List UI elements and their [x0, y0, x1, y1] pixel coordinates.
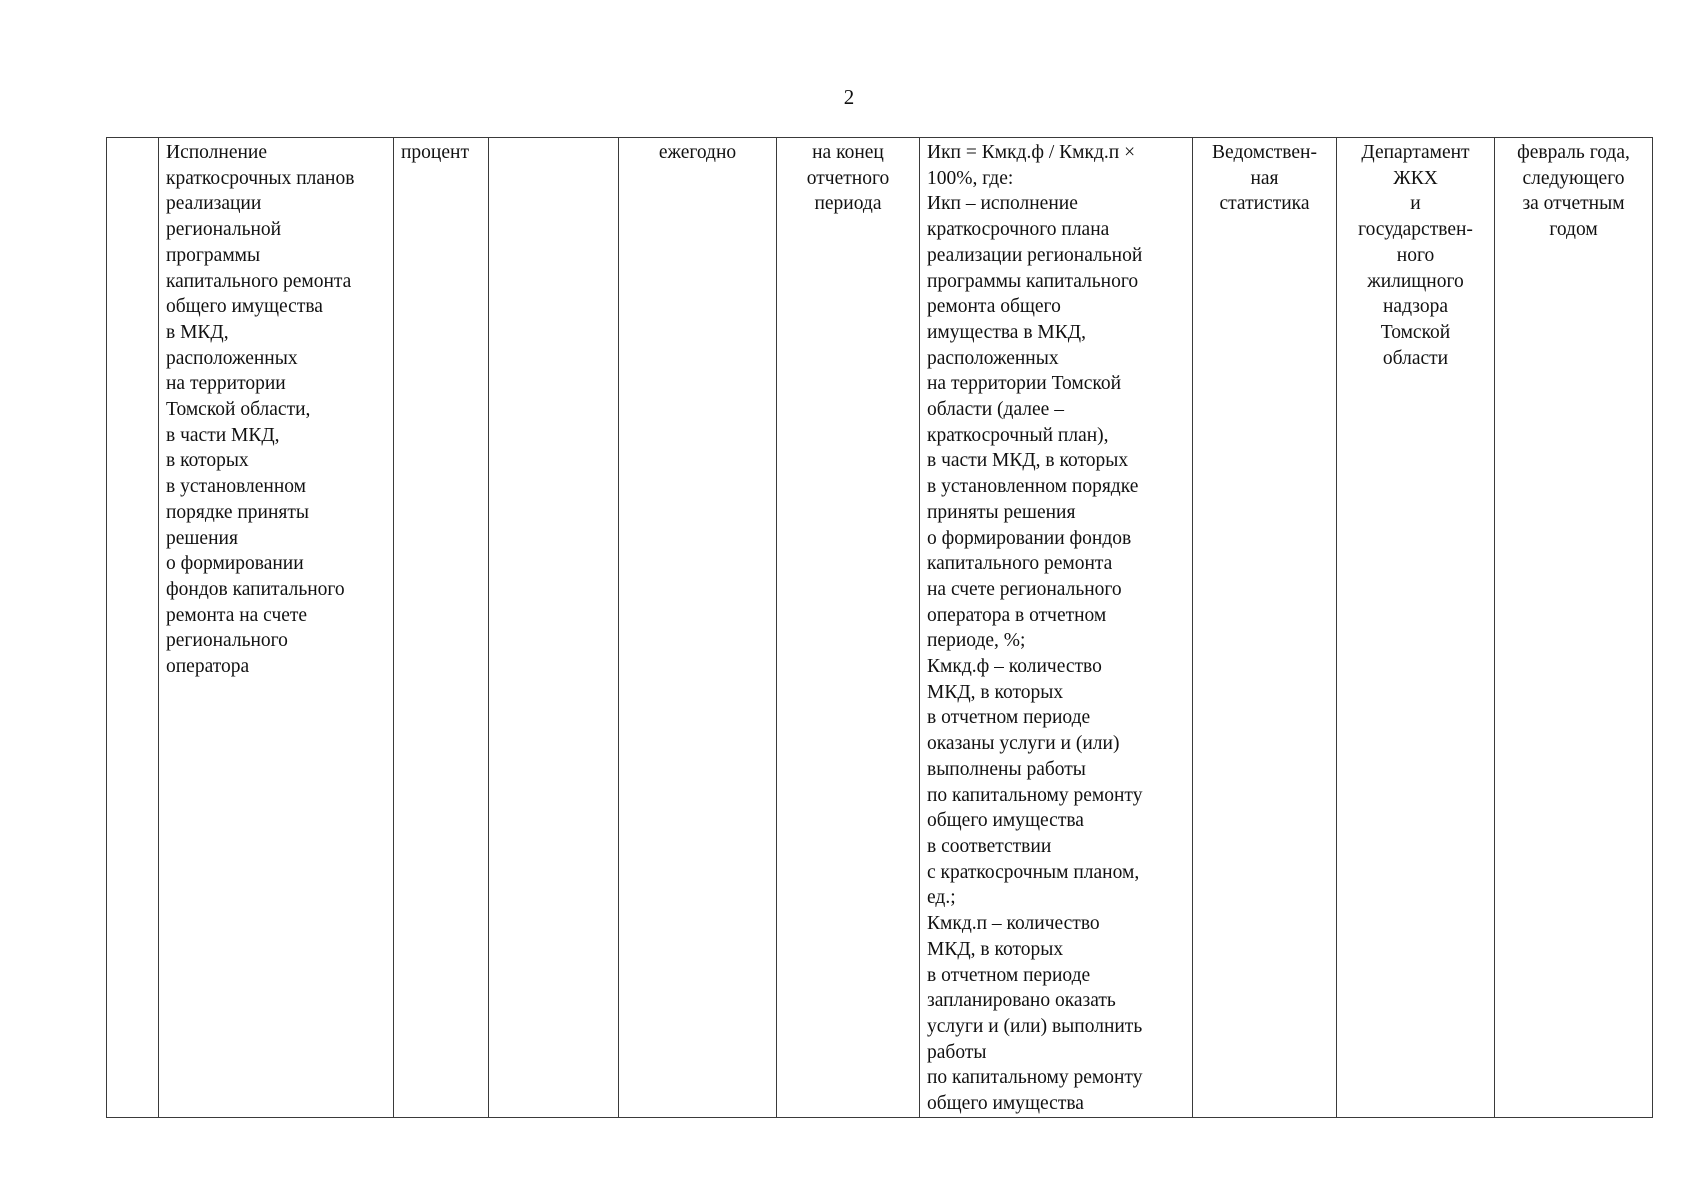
table-row — [107, 138, 1653, 1118]
frequency-cell: ежегодно — [619, 138, 777, 1118]
responsible-cell: Департамент ЖКХ и государствен- ного жилищного надзора Томской области — [1337, 138, 1495, 1118]
index-cell — [107, 138, 159, 1118]
formula-cell: Икп = Кмкд.ф / Кмкд.п × 100%, где: Икп – исполнение краткосрочного плана реализации региональной программы капитального ремонта общего имущества в МКД, расположенных на территории Томской области (далее – краткосрочный план), в части МКД, в которых в установленном порядке приняты решения о формировании фондов капитального ремонта на счете регионального оператора в отчетном периоде, %; Кмкд.ф – количество МКД, в которых в отчетном периоде оказаны услуги и (или) выполнены работы по капитальному ремонту общего имущества в соответствии с краткосрочным планом, ед.; Кмкд.п – количество МКД, в которых в отчетном периоде запланировано оказать услуги и (или) выполнить работы по капитальному ремонту общего имущества — [920, 138, 1193, 1118]
data-source-cell: Ведомствен- ная статистика — [1193, 138, 1337, 1118]
empty-cell — [489, 138, 619, 1118]
deadline-cell: февраль года, следующего за отчетным годом — [1495, 138, 1653, 1118]
unit-cell: процент — [394, 138, 489, 1118]
indicator-table — [106, 137, 1653, 1118]
time-point-cell: на конец отчетного периода — [777, 138, 920, 1118]
indicator-name-cell: Исполнение краткосрочных планов реализации региональной программы капитального ремонта общего имущества в МКД, расположенных на территории Томской области, в части МКД, в которых в установленном порядке приняты решения о формировании фондов капитального ремонта на счете регионального оператора — [159, 138, 394, 1118]
page-number: 2 — [843, 85, 855, 109]
